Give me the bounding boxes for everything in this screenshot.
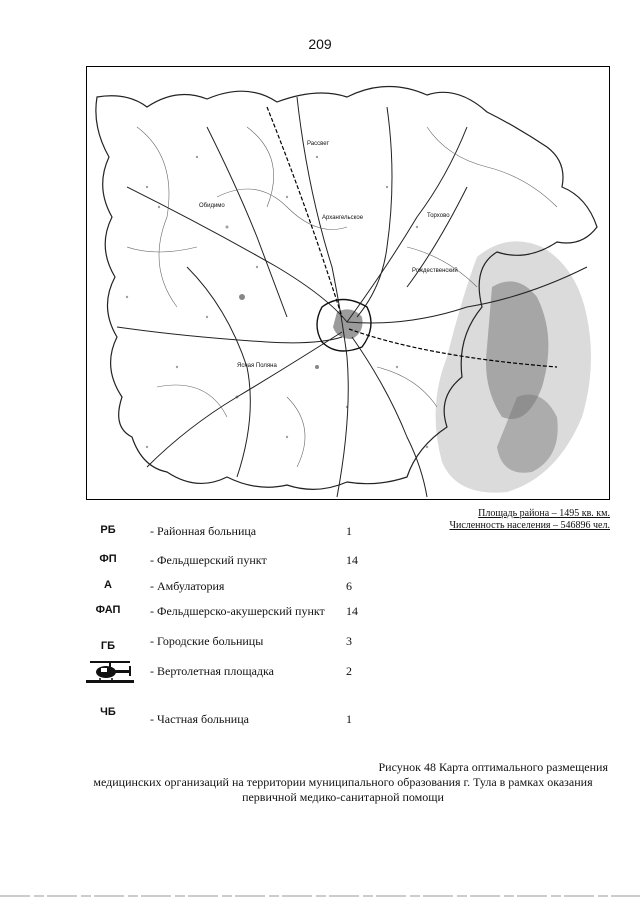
map-label-rassvet: Рассвет [307, 141, 330, 147]
legend-label: - Частная больница [150, 712, 249, 726]
legend-item-fap [78, 604, 398, 626]
figure-caption [78, 760, 608, 805]
legend-code: ЧБ [100, 706, 116, 718]
map-label-rozhdestvensky: Рождественский [412, 268, 458, 274]
map-drawing [87, 67, 609, 499]
legend-code: РБ [100, 524, 116, 536]
legend-label: - Районная больница [150, 524, 257, 538]
legend-count: 6 [346, 579, 352, 593]
legend-label: - Фельдшерский пункт [150, 553, 267, 567]
legend-label: - Амбулатория [150, 579, 225, 593]
legend-label: - Вертолетная площадка [150, 664, 274, 678]
map [86, 66, 610, 500]
area-stat: Площадь района – 1495 кв. км. [478, 508, 610, 519]
legend-label: - Городские больницы [150, 634, 264, 648]
legend-item-chb [78, 706, 398, 734]
page-number: 209 [308, 36, 332, 52]
legend-count: 2 [346, 664, 352, 678]
legend-count: 1 [346, 524, 352, 538]
legend-code: ГБ [100, 640, 116, 652]
map-label-torkhovo: Торхово [427, 213, 450, 219]
legend-label: - Фельдшерско-акушерский пункт [150, 604, 325, 618]
map-label-yasnaya-polyana: Ясная Поляна [237, 363, 277, 369]
legend-item-helipad [78, 664, 398, 686]
map-stats [440, 508, 610, 532]
legend-item-a [78, 579, 398, 601]
population-stat: Численность населения – 546896 чел. [449, 520, 610, 531]
legend-item-fp [78, 553, 398, 575]
legend-count: 1 [346, 712, 352, 726]
map-label-obidimo: Обидимо [199, 203, 225, 209]
legend-code: ФАП [95, 604, 121, 616]
caption-line-1: Рисунок 48 Карта оптимального размещения [378, 760, 608, 774]
legend-item-gb [78, 634, 398, 656]
legend-code: А [104, 579, 112, 591]
caption-line-2: медицинских организаций на территории муниципального образования г. Тула в рамках оказания [93, 775, 593, 789]
map-speckles [126, 156, 428, 448]
legend-count: 14 [346, 553, 358, 567]
legend-item-rb [78, 524, 398, 546]
legend-count: 14 [346, 604, 358, 618]
map-label-arkhangelskoe: Архангельское [322, 215, 364, 221]
scan-edge [0, 893, 640, 899]
legend-code: ФП [99, 553, 117, 565]
helicopter-icon [86, 658, 136, 692]
caption-line-3: первичной медико-санитарной помощи [242, 790, 444, 804]
legend-count: 3 [346, 634, 352, 648]
